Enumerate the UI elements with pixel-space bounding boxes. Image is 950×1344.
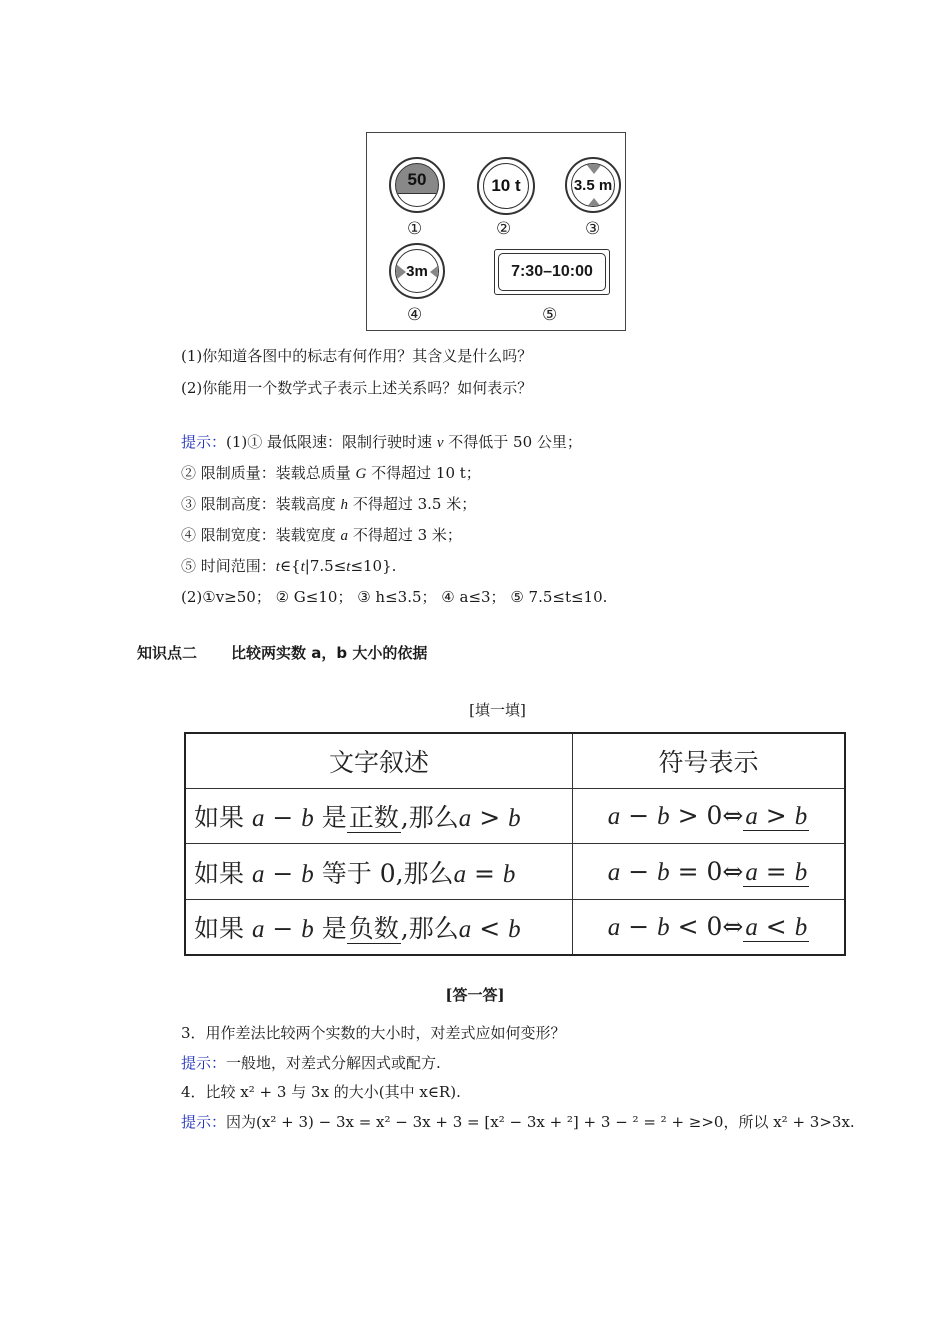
- sign-label: 10 t: [491, 176, 521, 195]
- question-4: 4．比较 x² + 3 与 3x 的大小(其中 x∈R).: [181, 1083, 461, 1101]
- header-symbol: 符号表示: [573, 733, 846, 789]
- hint-label: 提示：: [181, 1054, 227, 1072]
- min-speed-sign: [389, 157, 445, 213]
- question-3: 3．用作差法比较两个实数的大小时，对差式应如何变形？: [181, 1024, 566, 1042]
- hint-line-1: [181, 432, 582, 453]
- answer-blank: a < b: [745, 911, 808, 941]
- section-label: 知识点二: [137, 644, 198, 662]
- answer-blank: a = b: [745, 856, 808, 886]
- sign-label: 7:30–10:00: [498, 253, 606, 291]
- text-cell: 如果 a − b 等于 0,那么a = b: [185, 844, 573, 899]
- hint-text: 不得低于 50 公里；: [443, 433, 582, 451]
- table-row: [185, 789, 845, 844]
- hint-text: |7.5≤: [304, 557, 347, 575]
- text-cell: 如果 a − b 是正数,那么a > b: [185, 789, 573, 844]
- hint-line-3: [181, 494, 476, 515]
- hint-text: 不得超过 10 t；: [366, 464, 481, 482]
- hint-text: ③ 限制高度：装载高度: [181, 495, 341, 513]
- hint-text: ∈{: [279, 557, 301, 575]
- hint-line-4: [181, 525, 462, 546]
- section-title: 比较两实数 a，b 大小的依据: [231, 644, 428, 662]
- question-2: (2)你能用一个数学式子表示上述关系吗？如何表示？: [181, 379, 533, 397]
- answer-4: [181, 1112, 855, 1132]
- hint-line-5: [181, 556, 396, 577]
- sign-number: ③: [585, 219, 601, 239]
- var: v: [436, 435, 444, 451]
- sign-label: 3m: [406, 262, 428, 280]
- answer-blank: a > b: [745, 801, 808, 831]
- sign-label: 3.5 m: [573, 176, 613, 194]
- var: h: [340, 497, 349, 513]
- hint-text: ④ 限制宽度：装载宽度: [181, 526, 341, 544]
- symbol-cell: a − b < 0⇔a < b: [573, 899, 846, 955]
- answer-text: 一般地，对差式分解因式或配方.: [226, 1054, 441, 1072]
- height-limit-sign: [565, 157, 621, 213]
- var: t: [346, 559, 351, 575]
- hint-text: ≤10}.: [350, 557, 397, 575]
- sign-label: 50: [407, 170, 427, 189]
- comparison-table: [184, 732, 846, 956]
- question-1: (1)你知道各图中的标志有何作用？其含义是什么吗？: [181, 347, 533, 365]
- hint-label: 提示：: [181, 1113, 227, 1131]
- fill-title: [填一填]: [469, 701, 526, 719]
- time-range-sign: [494, 249, 610, 295]
- weight-limit-sign: [477, 157, 535, 215]
- sign-number: ①: [407, 219, 423, 239]
- traffic-sign-figure: [366, 132, 626, 331]
- hint-text: ② 限制质量：装载总质量: [181, 464, 356, 482]
- hint-label: 提示：: [181, 433, 227, 451]
- width-limit-sign: [389, 243, 445, 299]
- hint-line-2: [181, 463, 481, 484]
- answer-title: [答一答]: [445, 986, 505, 1004]
- text-cell: 如果 a − b 是负数,那么a < b: [185, 899, 573, 955]
- sign-number: ⑤: [542, 305, 558, 325]
- sign-number: ②: [496, 219, 512, 239]
- answer-blank: 负数: [348, 913, 399, 943]
- header-text: 文字叙述: [185, 733, 573, 789]
- hint-text: (1)① 最低限速：限制行驶时速: [226, 433, 437, 451]
- symbol-cell: a − b > 0⇔a > b: [573, 789, 846, 844]
- table-header-row: [185, 733, 845, 789]
- hint-line-6: (2)①v≥50； ② G≤10； ③ h≤3.5； ④ a≤3； ⑤ 7.5≤t≤10.: [181, 588, 608, 606]
- answer-blank: 正数: [348, 803, 399, 833]
- table-row: [185, 899, 845, 955]
- sign-number: ④: [407, 305, 423, 325]
- hint-text: ⑤ 时间范围：: [181, 557, 276, 575]
- answer-3: [181, 1053, 441, 1073]
- var: t: [300, 559, 305, 575]
- var: a: [340, 528, 349, 544]
- var: t: [275, 559, 280, 575]
- hint-text: 不得超过 3.5 米；: [348, 495, 477, 513]
- section-heading: [137, 643, 427, 663]
- symbol-cell: a − b = 0⇔a = b: [573, 844, 846, 899]
- var: G: [355, 466, 367, 482]
- answer-text: 因为(x² + 3) − 3x = x² − 3x + 3 = [x² − 3x + ²] + 3 − ² = ² + ≥>0，所以 x² + 3>3x.: [226, 1113, 855, 1131]
- hint-text: 不得超过 3 米；: [348, 526, 462, 544]
- table-row: [185, 844, 845, 899]
